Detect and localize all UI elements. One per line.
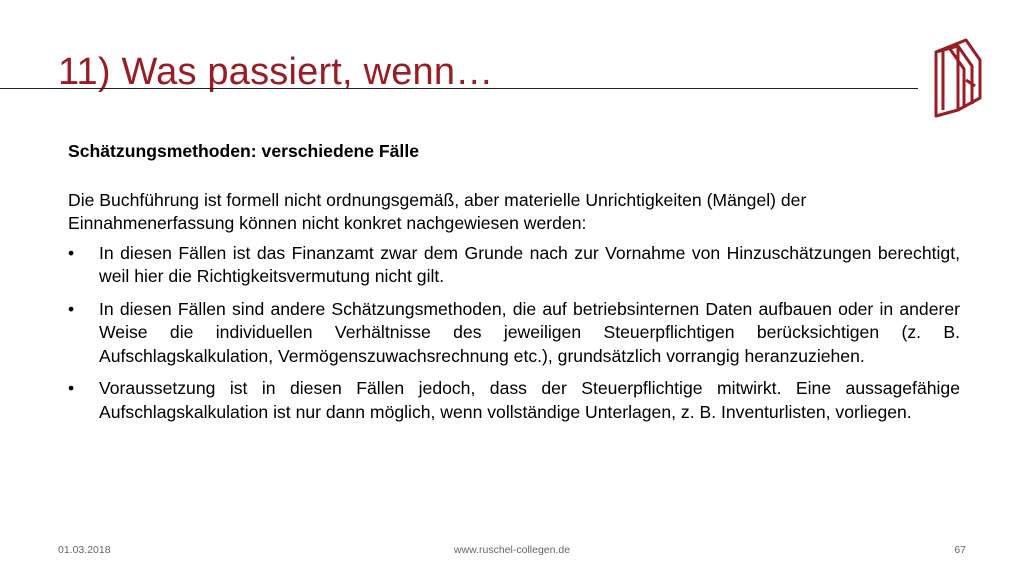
footer-url: www.ruschel-collegen.de (453, 544, 571, 556)
slide-body (68, 140, 960, 433)
list-item (68, 377, 960, 424)
section-heading: Schätzungsmethoden: verschiedene Fälle (68, 141, 419, 161)
page-number: 67 (954, 544, 966, 556)
list-item (68, 242, 960, 289)
bullet-list (68, 242, 960, 425)
bullet-marker: • (68, 378, 75, 398)
bullet-marker: • (68, 242, 75, 263)
book-icon (928, 36, 984, 118)
bullet-text: Voraussetzung ist in diesen Fällen jedoch, dass der Steuerpflichtige mitwirkt. Eine aussagefähige Aufschlagskalkulation ist nur dann möglich, wenn vollständige Unterlagen, z. B. Inventurlisten, vorliegen. (99, 378, 960, 422)
footer-date: 01.03.2018 (58, 544, 111, 556)
bullet-text: In diesen Fällen sind andere Schätzungsmethoden, die auf betriebsinternen Daten aufbauen oder in anderer Weise die individuellen Verhältnisse des jeweiligen Steuerpflichtigen berücksichtigen (z. B. Aufschlagskalkulation, Vermögenszuwachsrechnung etc.), grundsätzlich vorrangig heranzuziehen. (99, 298, 960, 366)
intro-paragraph: Die Buchführung ist formell nicht ordnungsgemäß, aber materielle Unrichtigkeiten (Mängel) der Einnahmenerfassung können nicht konkret nachgewiesen werden: (68, 189, 807, 233)
bullet-marker: • (68, 298, 75, 319)
list-item (68, 298, 960, 369)
bullet-text: In diesen Fällen ist das Finanzamt zwar dem Grunde nach zur Vornahme von Hinzuschätzungen berechtigt, weil hier die Richtigkeitsvermutung nicht gilt. (99, 242, 960, 286)
slide-title: 11) Was passiert, wenn… (58, 51, 494, 93)
title-divider (0, 88, 918, 89)
